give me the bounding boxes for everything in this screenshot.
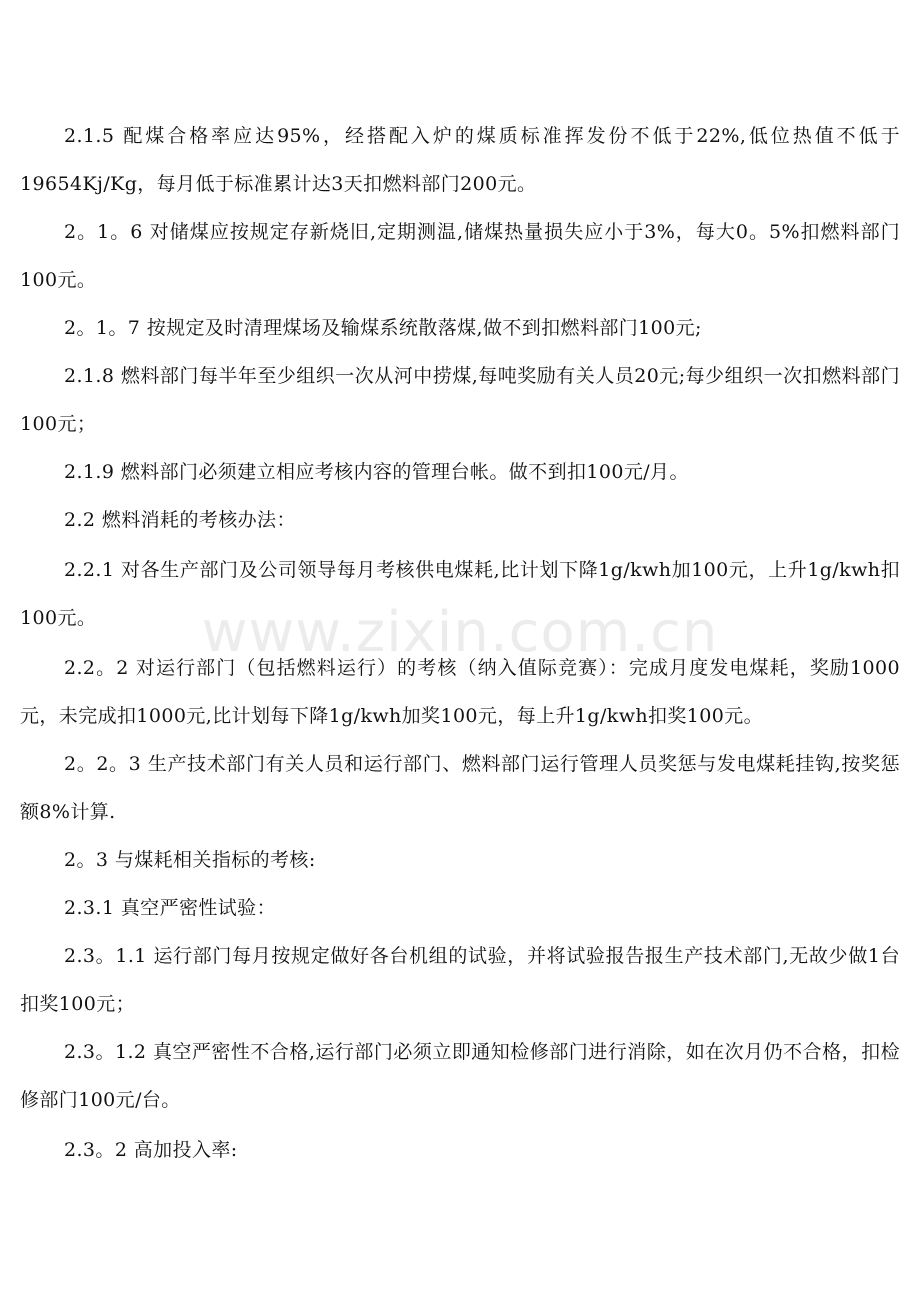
- paragraph-2-2-2: 2.2。2 对运行部门（包括燃料运行）的考核（纳入值际竞赛）：完成月度发电煤耗，奖励1000元，未完成扣1000元,比计划每下降1g/kwh加奖100元，每上升1g/kwh扣奖100元。: [20, 657, 900, 727]
- paragraph-2-1-7: 2。1。7 按规定及时清理煤场及输煤系统散落煤,做不到扣燃料部门100元;: [64, 317, 702, 339]
- paragraph-2-1-5: 2.1.5 配煤合格率应达95%，经搭配入炉的煤质标准挥发份不低于22%,低位热值不低于19654Kj/Kg，每月低于标准累计达3天扣燃料部门200元。: [20, 125, 900, 195]
- paragraph-2-2-3: 2。2。3 生产技术部门有关人员和运行部门、燃料部门运行管理人员奖惩与发电煤耗挂钩,按奖惩额8%计算.: [20, 753, 900, 823]
- paragraph-2-1-9: 2.1.9 燃料部门必须建立相应考核内容的管理台帐。做不到扣100元/月。: [64, 461, 689, 483]
- heading-2-3-1: 2.3.1 真空严密性试验：: [64, 897, 276, 919]
- heading-2-2: 2.2 燃料消耗的考核办法：: [64, 509, 296, 531]
- paragraph-2-1-6: 2。1。6 对储煤应按规定存新烧旧,定期测温,储煤热量损失应小于3%，每大0。5%扣燃料部门100元。: [20, 221, 900, 291]
- paragraph-2-3-1-1: 2.3。1.1 运行部门每月按规定做好各台机组的试验，并将试验报告报生产技术部门,无故少做1台扣奖100元；: [20, 945, 900, 1015]
- paragraph-2-1-8: 2.1.8 燃料部门每半年至少组织一次从河中捞煤,每吨奖励有关人员20元;每少组织一次扣燃料部门100元；: [20, 365, 900, 435]
- heading-2-3-2: 2.3。2 高加投入率:: [64, 1139, 238, 1161]
- paragraph-2-2-1: 2.2.1 对各生产部门及公司领导每月考核供电煤耗,比计划下降1g/kwh加100元，上升1g/kwh扣100元。: [20, 559, 900, 629]
- heading-2-3: 2。3 与煤耗相关指标的考核:: [64, 849, 316, 871]
- paragraph-2-3-1-2: 2.3。1.2 真空严密性不合格,运行部门必须立即通知检修部门进行消除，如在次月仍不合格，扣检修部门100元/台。: [20, 1041, 900, 1111]
- watermark-text: www.zixin.com.cn: [201, 600, 719, 665]
